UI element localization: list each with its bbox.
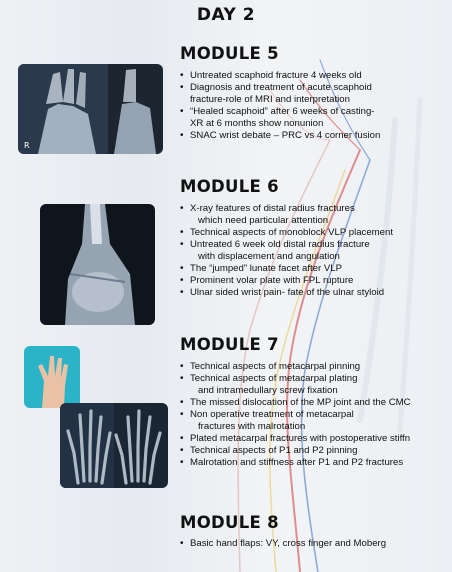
list-item: • Prominent volar plate with FPL rupture [177,275,393,287]
list-item: • The missed dislocation of the MP joint and the CMC [177,397,411,409]
hand-clinical-photo [24,346,80,408]
list-item: • Non operative treatment of metacarpal fractures with malrotation [177,409,411,433]
list-item: • Untreated scaphoid fracture 4 weeks old [177,70,380,82]
list-item: • Plated metacarpal fractures with postoperative stiffn [177,433,411,445]
list-item: • Basic hand flaps: VY, cross finger and Moberg [177,538,386,550]
list-item: • Technical aspects of monoblock VLP placement [177,227,393,239]
day-title: DAY 2 [196,5,256,25]
module-5-heading: MODULE 5 [180,44,279,63]
module-8-heading: MODULE 8 [180,513,279,532]
svg-text:R: R [24,141,30,150]
hand-xray-image [60,403,168,488]
list-item: • X-ray features of distal radius fractures which need particular attention [177,203,393,227]
module-6-heading: MODULE 6 [180,177,279,196]
list-item: • The “jumped” lunate facet after VLP [177,263,393,275]
list-item: • “Healed scaphoid” after 6 weeks of casting- XR at 6 months show nonunion [177,106,380,130]
module-7-topic-list [177,361,411,469]
list-item: • SNAC wrist debate – PRC vs 4 corner fusion [177,130,380,142]
list-item: • Technical aspects of metacarpal pinning [177,361,411,373]
list-item: • Diagnosis and treatment of acute scaphoid fracture-role of MRI and interpretation [177,82,380,106]
scaphoid-xray-image [18,64,163,154]
list-item: • Ulnar sided wrist pain- fate of the ulnar styloid [177,287,393,299]
list-item: • Malrotation and stiffness after P1 and P2 fractures [177,457,411,469]
module-8-topic-list [177,538,386,550]
list-item: • Technical aspects of P1 and P2 pinning [177,445,411,457]
distal-radius-xray-image [40,204,155,325]
list-item: • Technical aspects of metacarpal plating and intramedullary screw fixation [177,373,411,397]
module-5-topic-list [177,70,380,142]
list-item: • Untreated 6 week old distal radius fracture with displacement and angulation [177,239,393,263]
module-6-topic-list [177,203,393,299]
module-7-heading: MODULE 7 [180,335,279,354]
